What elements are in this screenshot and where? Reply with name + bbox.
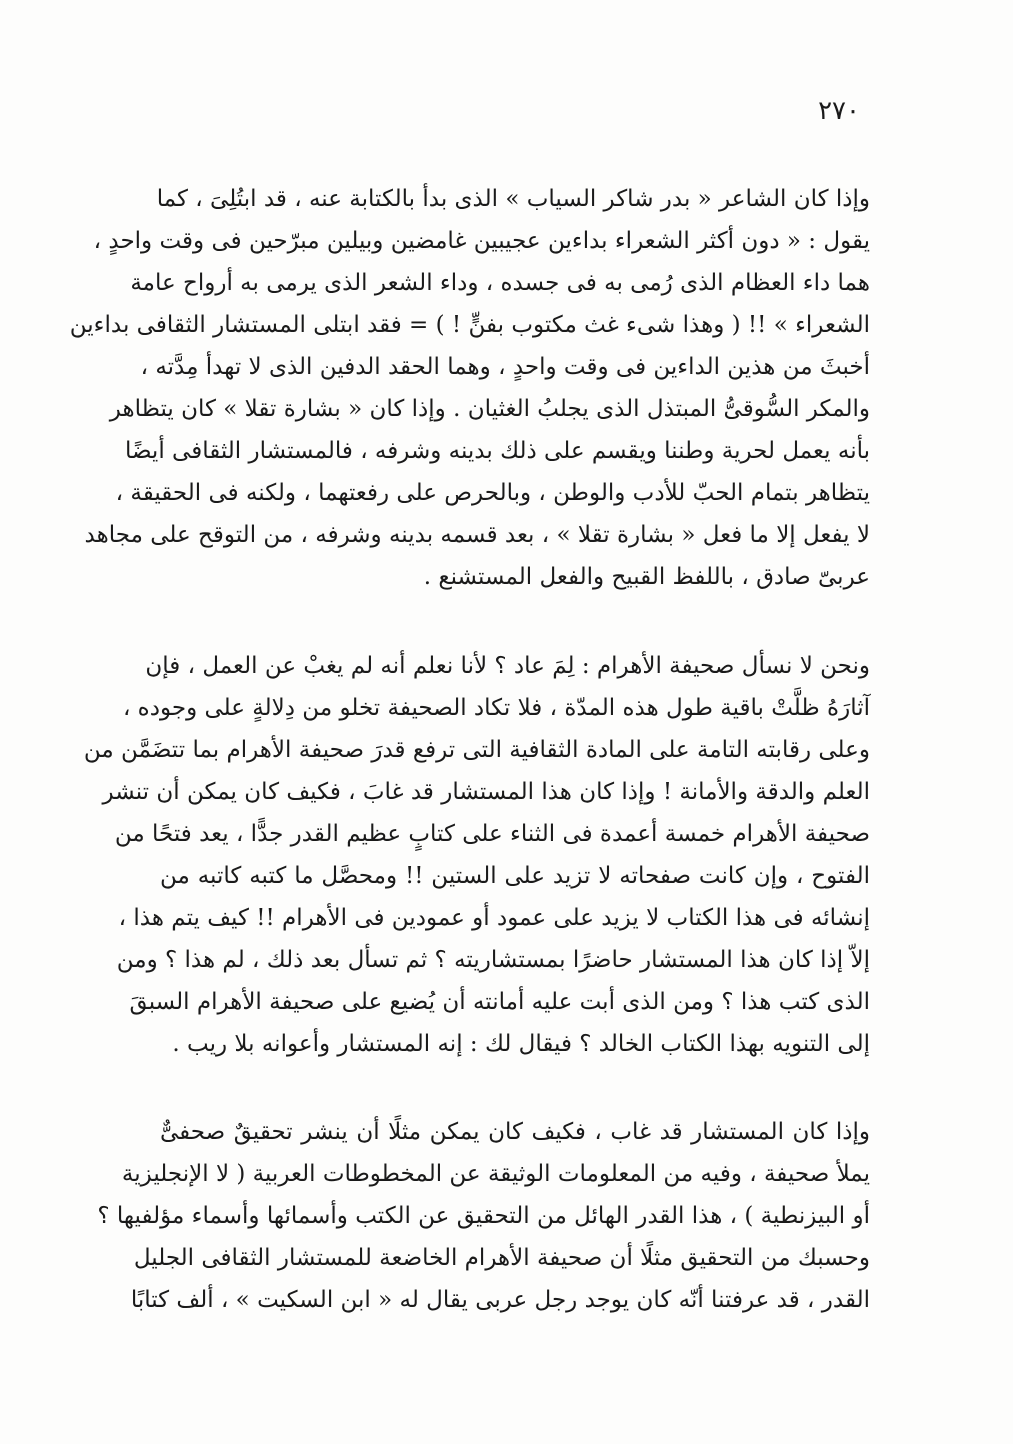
text-line: والمكر السُّوقىُّ المبتذل الذى يجلبُ الغثيان . وإذا كان « بشارة تقلا » كان يتظاهر: [109, 396, 870, 422]
text-line: يملأ صحيفة ، وفيه من المعلومات الوثيقة عن المخطوطات العربية ( لا الإنجليزية: [121, 1161, 870, 1187]
text-line: آثارَهُ ظلَّتْ باقية طول هذه المدّة ، فلا تكاد الصحيفة تخلو من دِلالةٍ على وجوده ،: [122, 695, 870, 721]
page-number: ٢٧٠: [818, 96, 860, 126]
paragraph-3: [97, 1111, 870, 1321]
text-line: إلاّ إذا كان هذا المستشار حاضرًا بمستشاريته ؟ ثم تسأل بعد ذلك ، لم هذا ؟ ومن: [116, 947, 870, 973]
text-line: الشعراء » !! ( وهذا شىء غث مكتوب بفنٍّ ! ) = فقد ابتلى المستشار الثقافى بداءين: [69, 312, 870, 338]
text-line: وعلى رقابته التامة على المادة الثقافية التى ترفع قدرَ صحيفة الأهرام بما تتضَمَّن من: [83, 737, 870, 763]
text-line: لا يفعل إلا ما فعل « بشارة تقلا » ، بعد قسمه بدينه وشرفه ، من التوقح على مجاهد: [84, 522, 870, 548]
text-line: بأنه يعمل لحرية وطننا ويقسم على ذلك بدينه وشرفه ، فالمستشار الثقافى أيضًا: [124, 438, 870, 464]
text-line: أو البيزنطية ) ، هذا القدر الهائل من التحقيق عن الكتب وأسمائها وأسماء مؤلفيها ؟: [97, 1203, 870, 1229]
paragraph-1: [69, 178, 870, 598]
text-line: وإذا كان المستشار قد غاب ، فكيف كان يمكن مثلًا أن ينشر تحقيقٌ صحفىٌّ: [160, 1119, 870, 1145]
text-line: إلى التنويه بهذا الكتاب الخالد ؟ فيقال لك : إنه المستشار وأعوانه بلا ريب .: [172, 1031, 870, 1057]
text-line: أخبثَ من هذين الداءين فى وقت واحدٍ ، وهما الحقد الدفين الذى لا تهدأ مِدَّته ،: [140, 354, 870, 380]
text-line: وحسبك من التحقيق مثلًا أن صحيفة الأهرام الخاضعة للمستشار الثقافى الجليل: [133, 1245, 870, 1271]
text-line: يتظاهر بتمام الحبّ للأدب والوطن ، وبالحرص على رفعتهما ، ولكنه فى الحقيقة ،: [115, 480, 870, 506]
text-line: إنشائه فى هذا الكتاب لا يزيد على عمود أو عمودين فى الأهرام !! كيف يتم هذا ،: [118, 905, 870, 931]
paragraph-2: [83, 645, 870, 1065]
text-line: صحيفة الأهرام خمسة أعمدة فى الثناء على كتابٍ عظيم القدر جدًّا ، يعد فتحًا من: [114, 821, 870, 847]
text-line: ونحن لا نسأل صحيفة الأهرام : لِمَ عاد ؟ لأنا نعلم أنه لم يغبْ عن العمل ، فإن: [145, 653, 870, 679]
text-line: وإذا كان الشاعر « بدر شاكر السياب » الذى بدأ بالكتابة عنه ، قد ابتُلِىَ ، كما: [156, 186, 870, 212]
text-line: عربىّ صادق ، باللفظ القبيح والفعل المستشنع .: [423, 564, 870, 590]
text-line: القدر ، قد عرفتنا أنّه كان يوجد رجل عربى يقال له « ابن السكيت » ، ألف كتابًا: [130, 1287, 870, 1313]
text-line: العلم والدقة والأمانة ! وإذا كان هذا المستشار قد غابَ ، فكيف كان يمكن أن تنشر: [102, 779, 870, 805]
text-line: هما داء العظام الذى رُمى به فى جسده ، وداء الشعر الذى يرمى به أرواح عامة: [130, 270, 870, 296]
text-line: الذى كتب هذا ؟ ومن الذى أبت عليه أمانته أن يُضيع على صحيفة الأهرام السبقَ: [129, 989, 870, 1015]
text-line: يقول : « دون أكثر الشعراء بداءين عجيبين غامضين وبيلين مبرّحين فى وقت واحدٍ ،: [93, 228, 870, 254]
text-line: الفتوح ، وإن كانت صفحاته لا تزيد على الستين !! ومحصَّل ما كتبه كاتبه من: [160, 863, 870, 889]
